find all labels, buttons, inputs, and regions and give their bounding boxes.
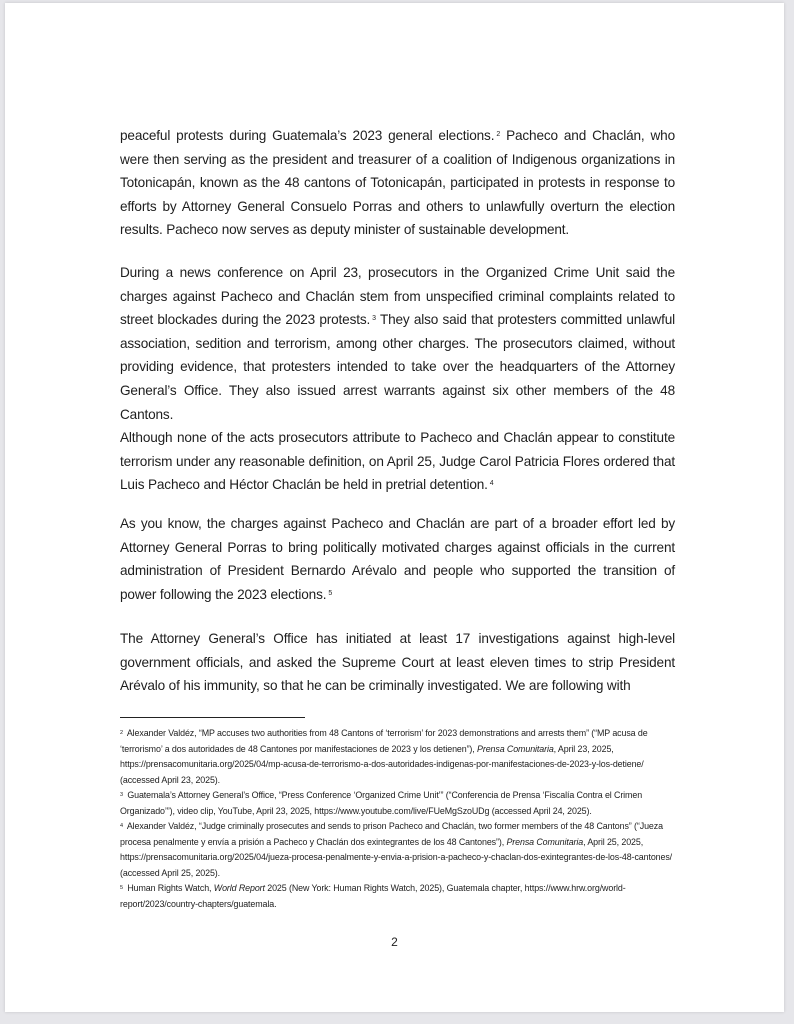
text-run: The Attorney General’s Office has initiated at least 17 investigations against high-level government officials, and asked the Supreme Court at least eleven times to strip President Arévalo of his immunity, so that he can be criminally investigated. We are following with	[120, 631, 675, 694]
text-run: Human Rights Watch,	[124, 883, 214, 893]
text-run: They also said that protesters committed unlawful association, sedition and terrorism, among other charges. The prosecutors claimed, without providing evidence, that protesters intended to take over the headquarters of the Attorney General’s Office. They also issued arrest warrants against six other members of the 48 Cantons.	[120, 312, 675, 422]
paragraph-text	[120, 512, 675, 606]
footnote-reference[interactable]: 4	[489, 480, 494, 488]
text-run: Although none of the acts prosecutors attribute to Pacheco and Chaclán appear to constitute terrorism under any reasonable definition, on April 25, Judge Carol Patricia Flores ordered that Luis Pacheco and Héctor Chaclán be held in pretrial detention.	[120, 430, 675, 493]
footnote-2	[120, 726, 680, 788]
footnote-number: 4	[120, 823, 123, 829]
paragraph	[120, 512, 675, 606]
footnote-reference[interactable]: 5	[328, 589, 333, 597]
footnote-reference[interactable]: 2	[496, 131, 501, 138]
paragraph	[120, 124, 675, 242]
footnote-number: 2	[120, 730, 123, 736]
publication-title: World Report	[213, 883, 265, 893]
footnote-number: 3	[120, 792, 123, 798]
footnote-number: 5	[120, 885, 123, 891]
text-run: Alexander Valdéz, “MP accuses two authorities from 48 Cantons of ‘terrorism’ for 2023 demonstrations and arrests them” (“MP acusa de ‘terrorismo’ a dos autoridades de 48 Cantones por manifestaciones de 2023 y los detienen”),	[120, 728, 648, 754]
footnote-3	[120, 788, 680, 819]
paragraph-text	[120, 124, 675, 242]
footnote-5	[120, 881, 680, 912]
text-run: Guatemala’s Attorney General’s Office, “Press Conference ‘Organized Crime Unit’” (“Conferencia de Prensa ‘Fiscalía Contra el Crimen Organizado’”), video clip, YouTube, April 23, 2025, https://www.youtube.com/live/FUeMgSzoUDg (accessed April 24, 2025).	[120, 790, 643, 816]
paragraph	[120, 426, 675, 497]
text-run: , April 25, 2025, https://prensacomunitaria.org/2025/04/jueza-procesa-penalmente-y-envia-a-prision-a-pacheco-y-chaclan-dos-exintegrantes-de-los-48-cantones/ (accessed April 25, 2025).	[120, 836, 673, 878]
footnote-4	[120, 819, 680, 881]
text-run: , April 23, 2025, https://prensacomunitaria.org/2025/04/mp-acusa-de-terrorismo-a-dos-autoridades-indigenas-por-manifestaciones-de-2023-y-los-detiene/ (accessed April 23, 2025).	[120, 743, 644, 785]
text-run: During a news conference on April 23, prosecutors in the Organized Crime Unit said the charges against Pacheco and Chaclán stem from unspecified criminal complaints related to street blockades during the 2023 protests.	[120, 265, 675, 328]
text-run: Pacheco and Chaclán, who were then serving as the president and treasurer of a coalition of Indigenous organizations in Totonicapán, known as the 48 cantons of Totonicapán, participated in protests in response to efforts by Attorney General Consuelo Porras and others to unlawfully overturn the election results. Pacheco now serves as deputy minister of sustainable development.	[120, 128, 675, 238]
document-page	[5, 3, 784, 1012]
text-run: As you know, the charges against Pacheco and Chaclán are part of a broader effort led by Attorney General Porras to bring politically motivated charges against officials in the current administration of President Bernardo Arévalo and people who supported the transition of power following the 2023 elections.	[120, 516, 675, 602]
paragraph	[120, 627, 675, 698]
text-run: 2025 (New York: Human Rights Watch, 2025), Guatemala chapter, https://www.hrw.org/world-report/2023/country-chapters/guatemala.	[120, 883, 626, 909]
publication-title: Prensa Comunitaria	[477, 743, 554, 754]
text-run: peaceful protests during Guatemala’s 2023 general elections.	[120, 128, 495, 143]
paragraph-text	[120, 627, 675, 698]
paragraph-text	[120, 261, 675, 426]
paragraph-text	[120, 426, 675, 497]
footnote-reference[interactable]: 3	[372, 315, 376, 323]
paragraph	[120, 261, 675, 426]
page-number: 2	[391, 935, 398, 949]
text-run: Alexander Valdéz, “Judge criminally prosecutes and sends to prison Pacheco and Chaclán, two former members of the 48 Cantons” (“Jueza procesa penalmente y envía a prisión a Pacheco y Chaclán dos exintegrantes de los 48 Cantones”),	[120, 821, 663, 847]
footnote-divider	[120, 717, 305, 718]
publication-title: Prensa Comunitaria	[506, 836, 584, 847]
footnotes-section	[120, 726, 680, 912]
